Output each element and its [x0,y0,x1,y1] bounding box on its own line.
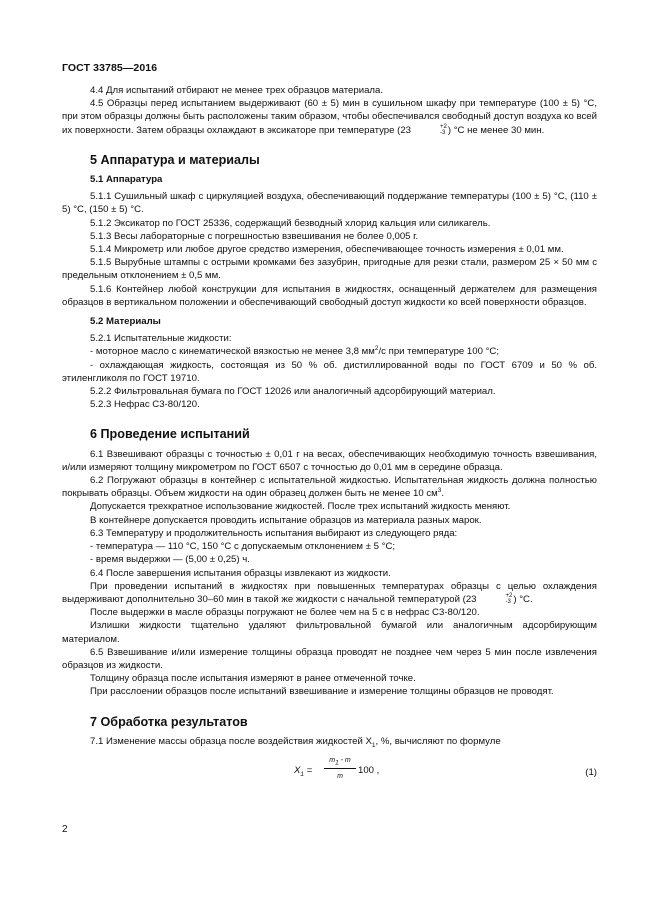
paragraph-5-1-1: 5.1.1 Сушильный шкаф с циркуляцией воздуха, обеспечивающий поддержание температуры (100 ± 5) °C, (110 ± 5) °C, (150 ± 5) °C. [62,191,597,216]
formula-number: (1) [585,766,597,778]
formula-numerator: $m_1$ - m [324,754,356,769]
formula-multiplier: 100 , [358,764,380,776]
paragraph-4-4: 4.4 Для испытаний отбирают не менее трех образцов материала. [90,85,384,96]
subsection-title-5-1: 5.1 Аппаратура [90,174,163,186]
paragraph-5-1-5: 5.1.5 Вырубные штампы с острыми кромками без зазубрин, пригодные для резки стали, размером 25 × 50 мм с предельным отклонением ± 0,5 мм. [62,257,597,282]
paragraph-6-1: 6.1 Взвешивают образцы с точностью ± 0,01 г на весах, обеспечивающих необходимую точность взвешивания, и/или измеряют толщину микрометром по ГОСТ 6507 с точностью до 0,01 мм в середине образца. [62,448,597,473]
formula-lhs: $X_1$ = [294,764,313,778]
formula-denominator: m [337,773,343,781]
document-header: ГОСТ 33785—2016 [62,62,158,74]
paragraph-5-2-1: 5.2.1 Испытательные жидкости: [90,333,232,345]
paragraph-5-1-6: 5.1.6 Контейнер любой конструкции для испытания в жидкостях, оснащенный держателем для размещения образцов в вертикальном положении и обеспечивающий свободный доступ жидкости ко всей поверхности образцов. [62,283,597,308]
paragraph-6-4-c: После выдержки в масле образцы погружают не более чем на 5 с в нефрас С3-80/120. [90,607,480,619]
paragraph-6-5: 6.5 Взвешивание и/или измерение толщины образца проводят не позднее чем через 5 мин после извлечения образцов из жидкости. [62,646,597,671]
paragraph-6-4-d: Излишки жидкости тщательно удаляют фильтровальной бумагой или аналогичным адсорбирующим материалом. [62,620,597,645]
paragraph-6-4-b: При проведении испытаний в жидкостях при повышенных температурах образцы с целью охлаждения выдерживают дополнительно 30–60 мин в такой же жидкости с начальной температурой (23 +2 -3 ) °С. [62,580,597,606]
paragraph-6-3: 6.3 Температуру и продолжительность испытания выбирают из следующего ряда: [90,527,458,539]
tolerance: +2 -3 [505,593,513,606]
paragraph-5-2-1-a: - моторное масло с кинематической вязкостью не менее 3,8 $мм^2/с$ при температуре 100 °С; [90,345,500,358]
paragraph-7-1: 7.1 Изменение массы образца после воздействия жидкостей $X_1$, %, вычисляют по формуле [90,735,501,749]
page-number: 2 [62,824,68,835]
subsection-title-5-2: 5.2 Материалы [90,316,161,328]
paragraph-6-2-b: Допускается трехкратное использование жидкостей. После трех испытаний жидкость меняют. [90,501,511,513]
paragraph-6-2-c: В контейнере допускается проводить испытание образцов из материала разных марок. [90,514,482,526]
paragraph-5-2-2: 5.2.2 Фильтровальная бумага по ГОСТ 12026 или аналогичный адсорбирующий материал. [90,386,496,398]
paragraph-6-2: 6.2 Погружают образцы в контейнер с испытательной жидкостью. Испытательная жидкость должна полностью покрывать образцы. Объем жидкости на один образец должен быть не менее 10 $см^3$. [62,475,597,500]
section-title-6: 6 Проведение испытаний [90,427,250,442]
section-title-7: 7 Обработка результатов [90,714,248,729]
paragraph-5-1-4: 5.1.4 Микрометр или любое другое средство измерения, обеспечивающее точность измерения ± 0,01 мм. [90,244,564,256]
paragraph-5-1-3: 5.1.3 Весы лабораторные с погрешностью взвешивания не более 0,005 г. [90,230,419,242]
formula-fraction [324,754,356,783]
paragraph-5-2-1-b: - охлаждающая жидкость, состоящая из 50 % об. дистиллированной воды по ГОСТ 6709 и 50 % об. этиленгликоля по ГОСТ 19710. [62,359,597,384]
section-title-5: 5 Аппаратура и материалы [90,152,260,167]
paragraph-6-3-b: - время выдержки — (5,00 ± 0,25) ч. [90,554,250,566]
document-body [62,84,597,788]
paragraph-6-5-c: При расслоении образцов после испытаний взвешивание и измерение толщины образцов не проводят. [90,686,554,698]
paragraph-6-5-b: Толщину образца после испытания измеряют в ранее отмеченной точке. [90,673,416,685]
paragraph-5-1-2: 5.1.2 Эксикатор по ГОСТ 25336, содержащий безводный хлорид кальция или силикагель. [90,217,491,229]
paragraph-6-3-a: - температура — 110 °С, 150 °С с допускаемым отклонением ± 5 °С; [90,541,396,553]
paragraph-4-5: 4.5 Образцы перед испытанием выдерживают (60 ± 5) мин в сушильном шкафу при температуре (100 ± 5) °C, при этом образцы должны быть расположены таким образом, чтобы обеспечивался свободный доступ воздуха ко всей их поверхности. Затем образцы охлаждают в эксикаторе при температуре (23 +2 -3 ) °C не менее 30 мин. [62,98,597,137]
tolerance: +2 -3 [440,124,447,137]
paragraph-5-2-3: 5.2.3 Нефрас С3-80/120. [90,399,200,411]
formula-1 [62,754,597,788]
paragraph-6-4: 6.4 После завершения испытания образцы извлекают из жидкости. [90,567,391,579]
